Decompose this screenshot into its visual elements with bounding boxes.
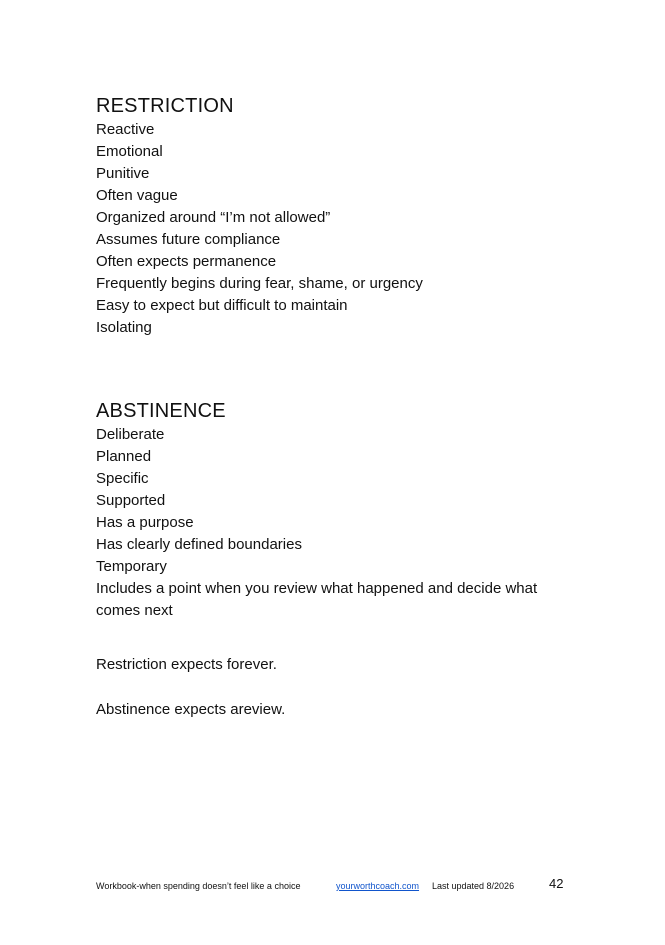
list-item: Supported bbox=[96, 492, 166, 509]
list-item: Reactive bbox=[96, 121, 155, 138]
list-item: Includes a point when you review what happened and decide what comes next bbox=[96, 580, 538, 619]
footer-last-updated: Last updated 8/2026 bbox=[432, 881, 515, 891]
restriction-list bbox=[96, 119, 576, 339]
list-item: Assumes future compliance bbox=[96, 231, 281, 248]
list-item: Emotional bbox=[96, 143, 163, 160]
abstinence-statement: Abstinence expects areview. bbox=[96, 701, 286, 718]
page-footer bbox=[96, 876, 576, 896]
list-item: Often vague bbox=[96, 187, 178, 204]
restriction-heading: RESTRICTION bbox=[96, 95, 234, 117]
abstinence-section bbox=[96, 398, 576, 622]
restriction-statement: Restriction expects forever. bbox=[96, 656, 277, 673]
page-number: 42 bbox=[549, 876, 564, 891]
list-item: Easy to expect but difficult to maintain bbox=[96, 297, 348, 314]
list-item: Frequently begins during fear, shame, or urgency bbox=[96, 275, 423, 292]
list-item: Organized around “I’m not allowed” bbox=[96, 209, 331, 226]
list-item: Specific bbox=[96, 470, 149, 487]
footer-website-link[interactable]: yourworthcoach.com bbox=[336, 881, 420, 891]
list-item: Often expects permanence bbox=[96, 253, 277, 270]
list-item: Deliberate bbox=[96, 426, 165, 443]
footer-title: Workbook-when spending doesn’t feel like a choice bbox=[96, 881, 301, 891]
list-item: Has a purpose bbox=[96, 514, 194, 531]
abstinence-heading: ABSTINENCE bbox=[96, 400, 226, 422]
list-item: Punitive bbox=[96, 165, 150, 182]
abstinence-list bbox=[96, 424, 576, 622]
list-item: Planned bbox=[96, 448, 152, 465]
list-item: Has clearly defined boundaries bbox=[96, 536, 302, 553]
list-item: Isolating bbox=[96, 319, 152, 336]
list-item: Temporary bbox=[96, 558, 167, 575]
restriction-section bbox=[96, 93, 576, 339]
